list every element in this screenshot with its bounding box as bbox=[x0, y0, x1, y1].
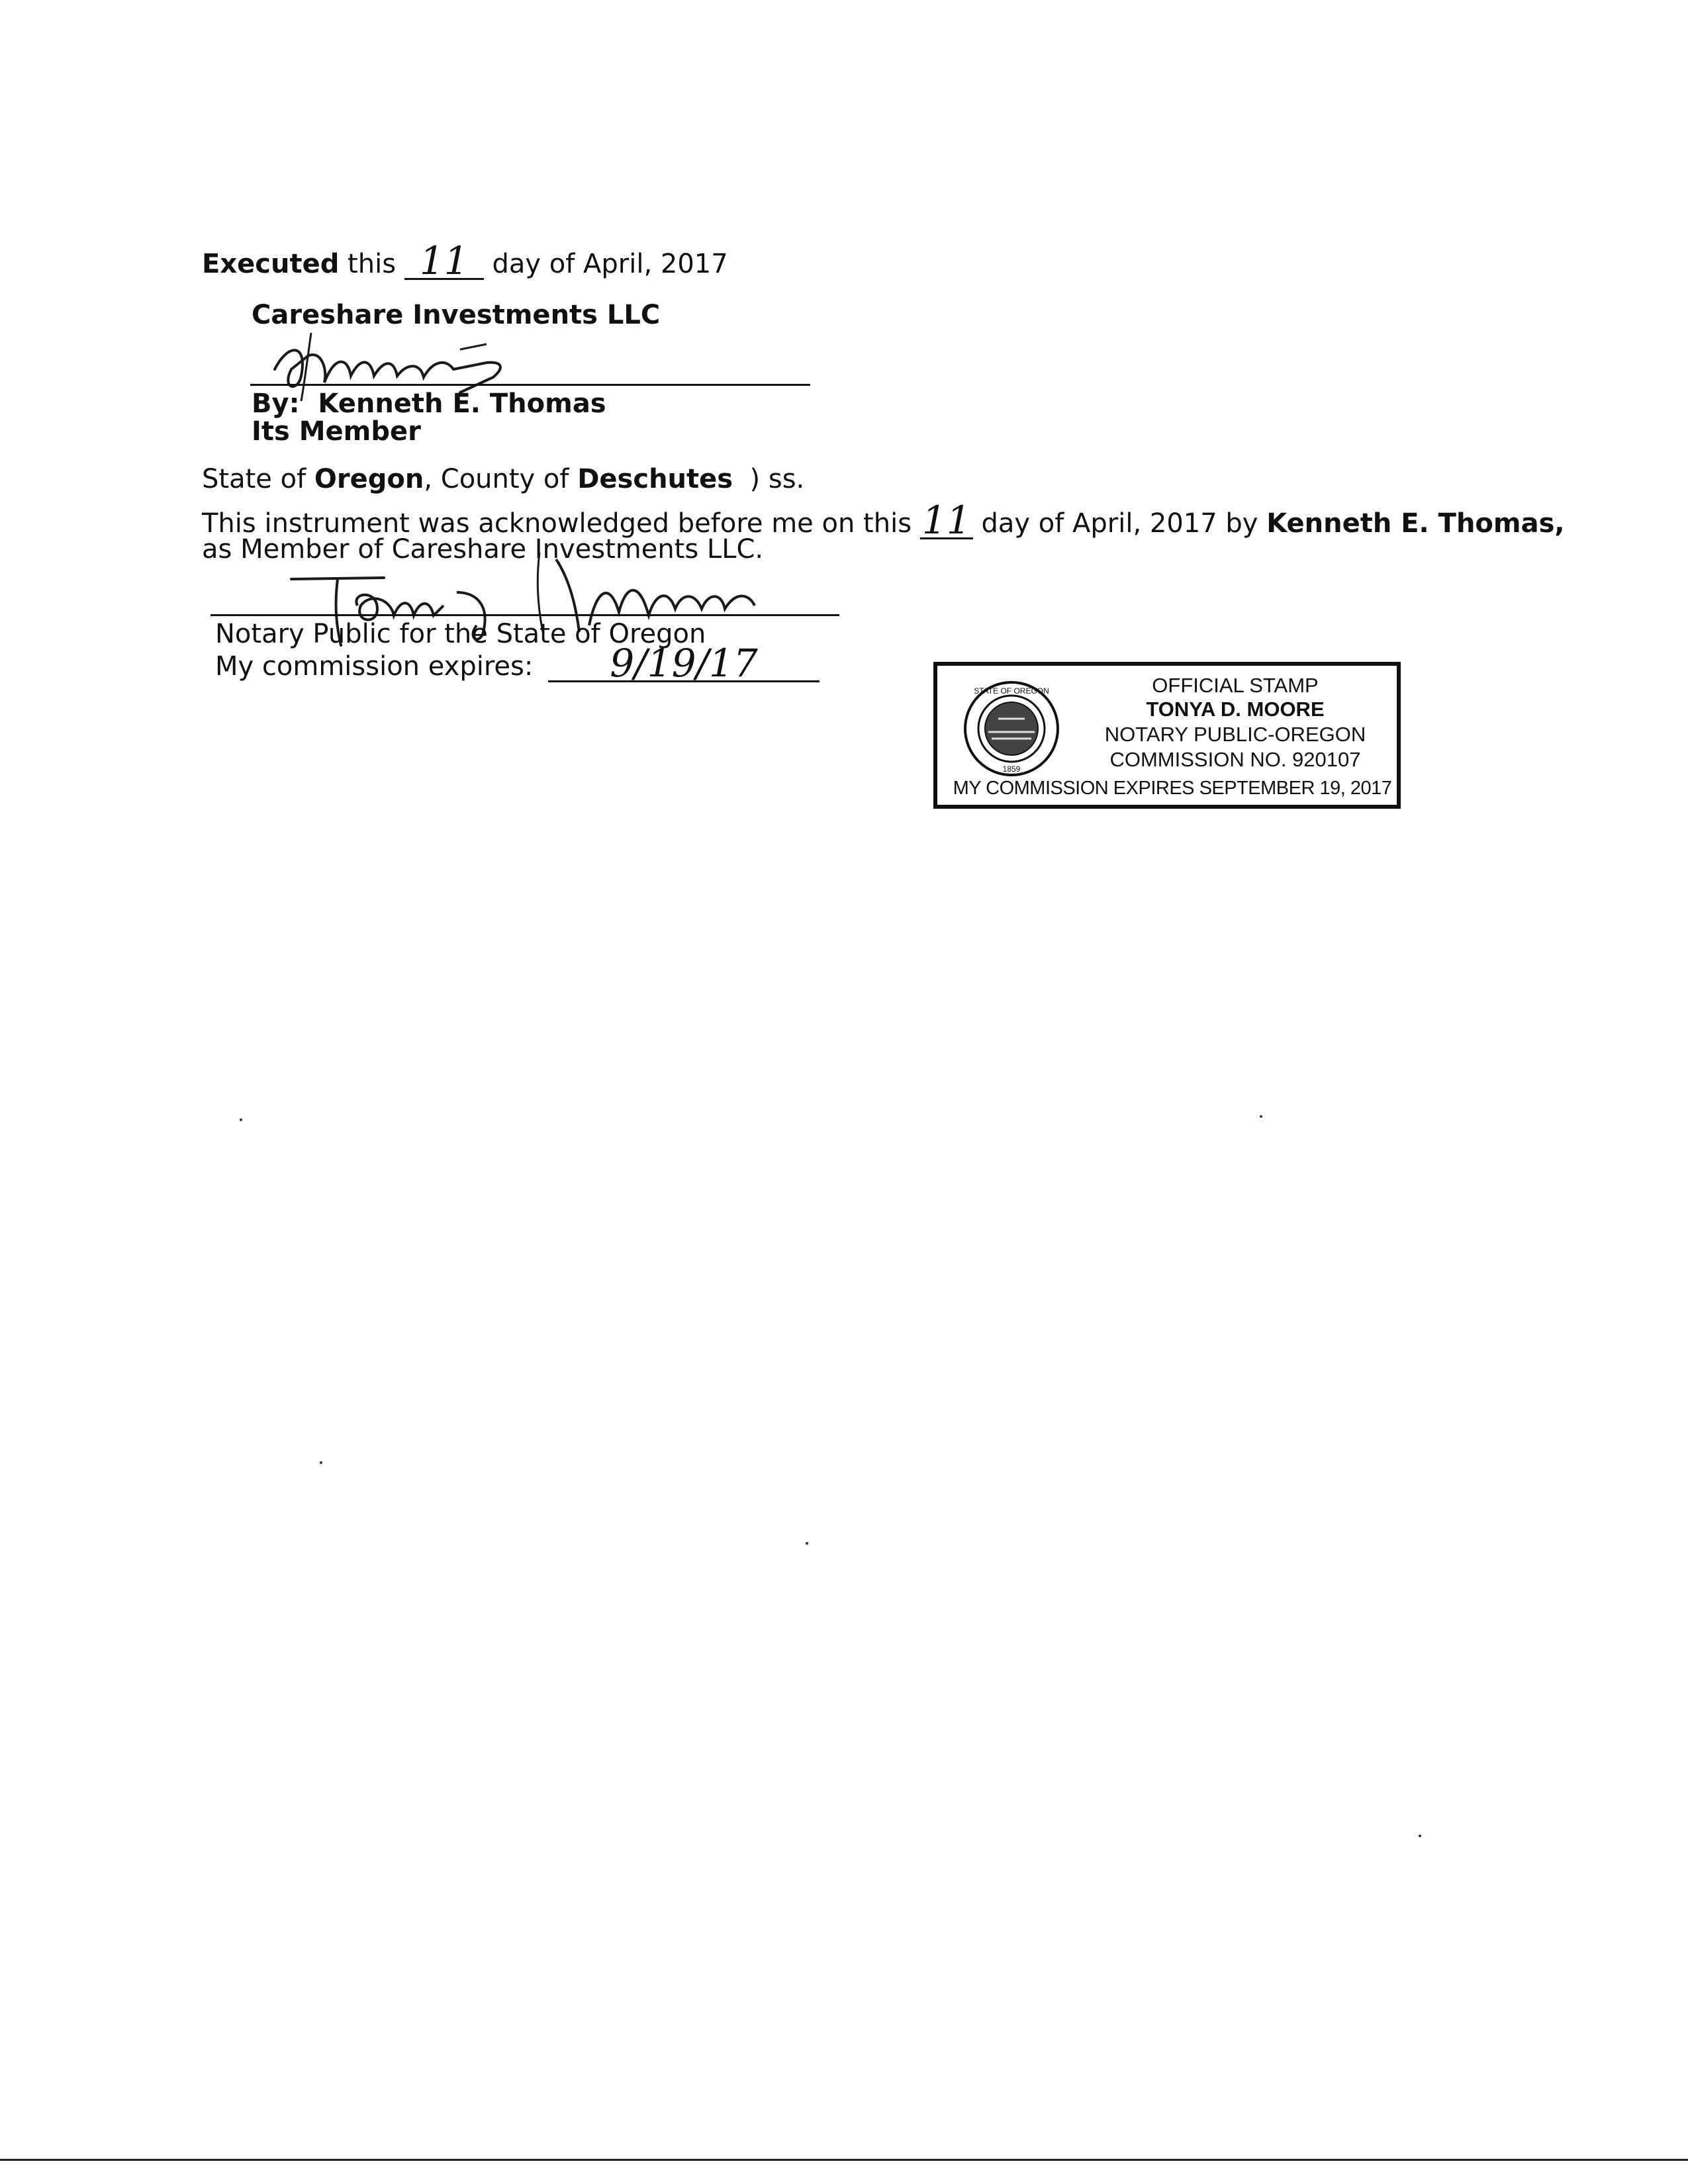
official-notary-stamp bbox=[933, 662, 1401, 809]
signer-title: Its Member bbox=[252, 416, 421, 447]
stamp-notary-name: TONYA D. MOORE bbox=[1146, 698, 1325, 721]
scan-speck bbox=[806, 1542, 808, 1545]
executed-day-field: 11 bbox=[404, 244, 484, 280]
notary-public-label: Notary Public for the State of Oregon bbox=[215, 619, 706, 649]
executed-this-word: this bbox=[348, 249, 397, 279]
signer-name: Kenneth E. Thomas bbox=[318, 388, 606, 419]
signer-by-line bbox=[252, 388, 606, 420]
acknowledgment-name: Kenneth E. Thomas, bbox=[1266, 508, 1565, 539]
signer-by-label: By: bbox=[252, 388, 300, 419]
seal-year: 1859 bbox=[1002, 764, 1021, 774]
stamp-commission-number: COMMISSION NO. 920107 bbox=[1109, 748, 1361, 771]
acknowledgment-prefix: This instrument was acknowledged before me on this bbox=[202, 508, 912, 539]
oregon-seal-icon bbox=[952, 679, 1071, 778]
venue-ss: ) ss. bbox=[749, 464, 805, 494]
notary-commission-value: 9/19/17 bbox=[548, 646, 820, 682]
executed-label: Executed bbox=[202, 249, 340, 279]
notary-signature-line bbox=[211, 614, 839, 616]
venue-state-prefix: State of bbox=[202, 464, 306, 494]
scan-speck bbox=[240, 1118, 242, 1121]
executed-line bbox=[202, 238, 728, 283]
scan-speck bbox=[1419, 1835, 1421, 1837]
company-name: Careshare Investments LLC bbox=[252, 300, 661, 330]
venue-county: Deschutes bbox=[577, 464, 733, 494]
page-bottom-edge bbox=[0, 2159, 1688, 2161]
acknowledgment-line-2: as Member of Careshare Investments LLC. bbox=[202, 534, 764, 565]
notary-commission-line bbox=[215, 641, 820, 686]
venue-state: Oregon bbox=[314, 464, 424, 494]
venue-line bbox=[202, 463, 804, 495]
acknowledgment-mid: day of April, 2017 by bbox=[981, 508, 1258, 539]
acknowledgment-day-field: 11 bbox=[920, 503, 973, 539]
scan-speck bbox=[1260, 1115, 1262, 1118]
stamp-title: OFFICIAL STAMP bbox=[1152, 674, 1319, 697]
scan-speck bbox=[320, 1461, 322, 1464]
notary-commission-label: My commission expires: bbox=[215, 651, 534, 682]
stamp-expiration: MY COMMISSION EXPIRES SEPTEMBER 19, 2017 bbox=[953, 778, 1392, 799]
seal-text: STATE OF OREGON bbox=[974, 686, 1049, 696]
stamp-notary-public: NOTARY PUBLIC-OREGON bbox=[1104, 723, 1366, 746]
venue-county-prefix: , County of bbox=[424, 464, 569, 494]
signer-signature-line bbox=[250, 384, 810, 386]
executed-date-suffix: day of April, 2017 bbox=[492, 249, 728, 279]
